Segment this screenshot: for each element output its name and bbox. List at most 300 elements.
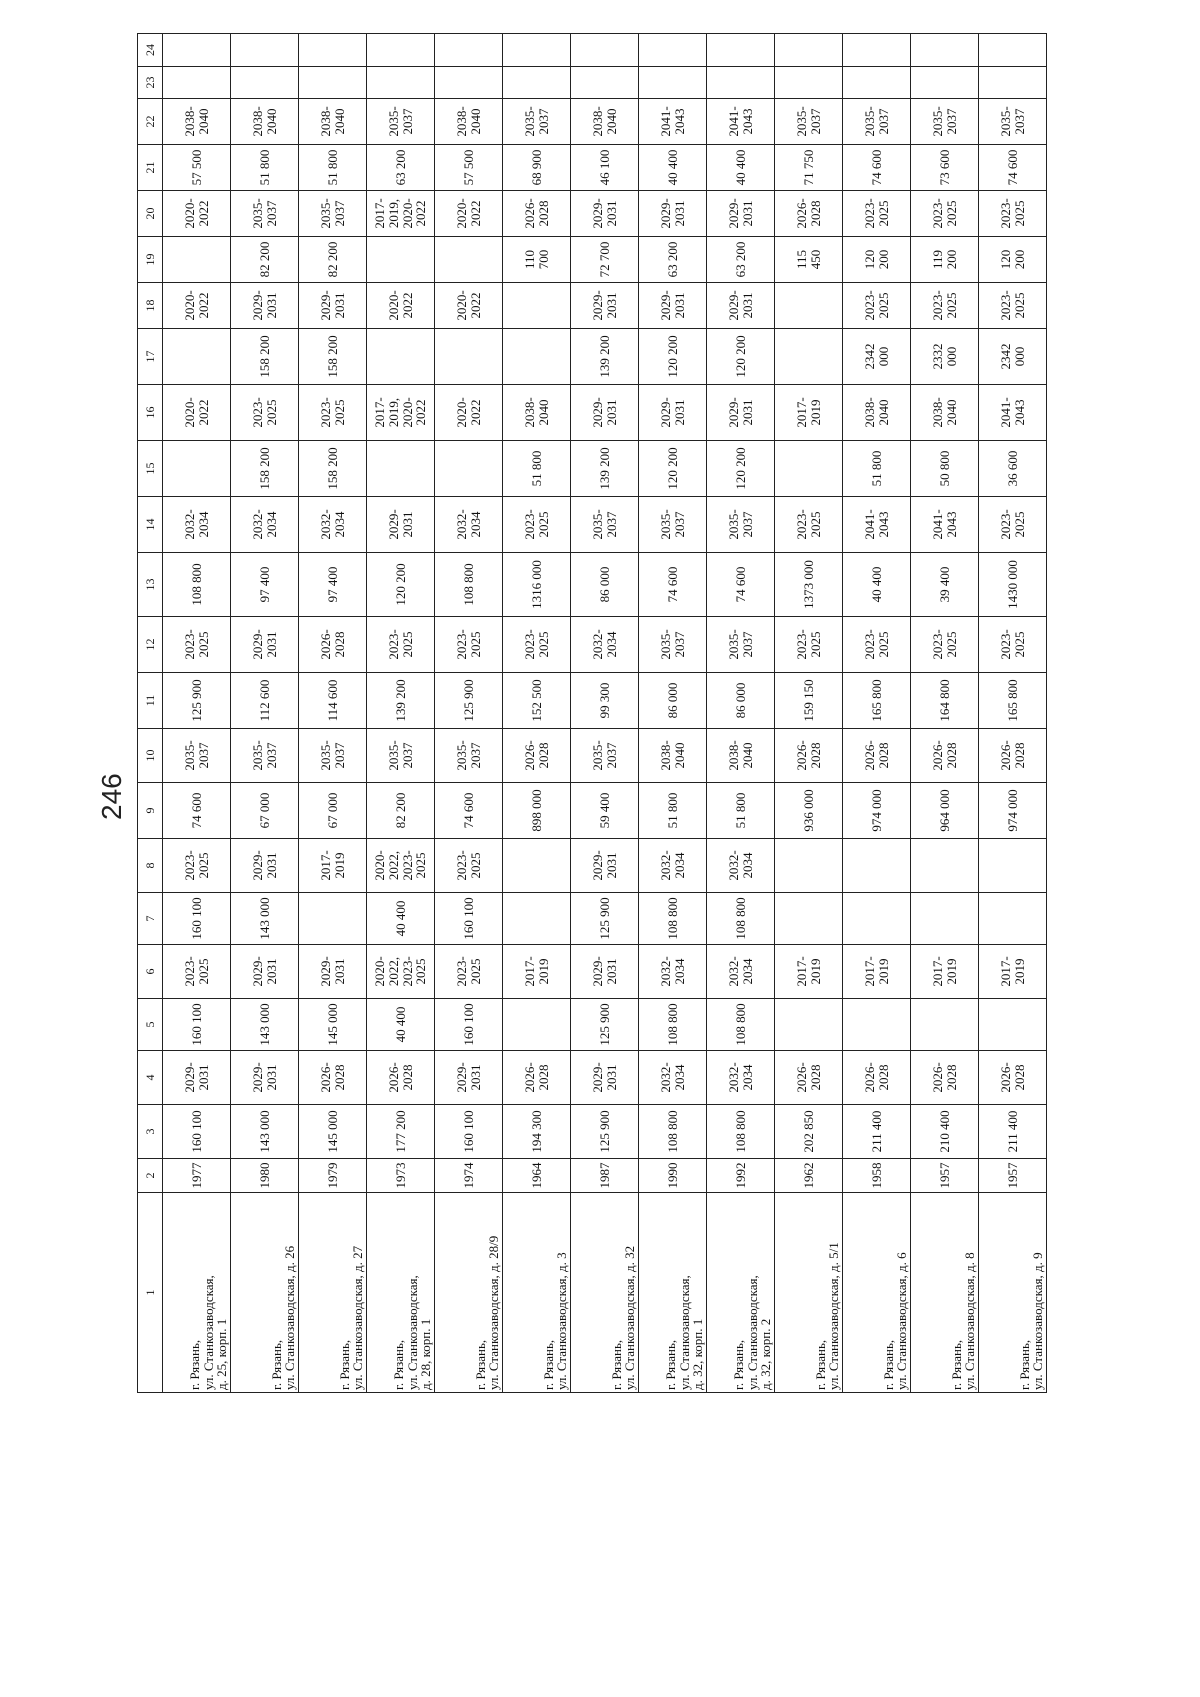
table-cell: 2029- 2031 xyxy=(435,1051,503,1105)
address-cell: г. Рязань, ул. Станкозаводская, д. 26 xyxy=(231,1193,299,1393)
table-cell: 2032- 2034 xyxy=(707,1051,775,1105)
table-cell: 125 900 xyxy=(435,673,503,729)
table-cell: 40 400 xyxy=(843,553,911,617)
table-cell: 2023- 2025 xyxy=(911,617,979,673)
table-cell: 145 000 xyxy=(299,1105,367,1159)
table-cell xyxy=(639,67,707,99)
table-cell: 2026- 2028 xyxy=(979,1051,1047,1105)
address-cell: г. Рязань, ул. Станкозаводская, д. 32, корп. 1 xyxy=(639,1193,707,1393)
table-cell: 108 800 xyxy=(163,553,231,617)
table-cell xyxy=(911,893,979,945)
table-cell: 974 000 xyxy=(843,783,911,839)
address-cell: г. Рязань, ул. Станкозаводская, д. 25, корп. 1 xyxy=(163,1193,231,1393)
table-cell: 2023- 2025 xyxy=(843,283,911,329)
address-cell: г. Рязань, ул. Станкозаводская, д. 32, корп. 2 xyxy=(707,1193,775,1393)
col-header: 9 xyxy=(138,783,163,839)
table-cell: 2023- 2025 xyxy=(163,945,231,999)
table-cell: 2342 000 xyxy=(843,329,911,385)
table-cell: 112 600 xyxy=(231,673,299,729)
table-cell: 2032- 2034 xyxy=(571,617,639,673)
page-number: 246 xyxy=(96,773,127,820)
table-cell: 2029- 2031 xyxy=(299,945,367,999)
table-cell xyxy=(367,67,435,99)
table-cell: 2035- 2037 xyxy=(639,497,707,553)
table-cell xyxy=(843,999,911,1051)
year-cell: 1962 xyxy=(775,1159,843,1193)
table-cell: 2023- 2025 xyxy=(843,191,911,237)
table-cell: 164 800 xyxy=(911,673,979,729)
table-cell: 63 200 xyxy=(367,145,435,191)
table-cell: 2029- 2031 xyxy=(639,191,707,237)
table-cell: 2029- 2031 xyxy=(571,839,639,893)
table-cell: 2026- 2028 xyxy=(503,729,571,783)
table-cell: 68 900 xyxy=(503,145,571,191)
year-cell: 1958 xyxy=(843,1159,911,1193)
table-cell: 2017- 2019 xyxy=(979,945,1047,999)
table-cell: 108 800 xyxy=(707,893,775,945)
table-cell: 57 500 xyxy=(163,145,231,191)
table-cell xyxy=(979,67,1047,99)
table-cell: 108 800 xyxy=(707,1105,775,1159)
table-cell xyxy=(775,67,843,99)
address-cell: г. Рязань, ул. Станкозаводская, д. 27 xyxy=(299,1193,367,1393)
table-cell: 2029- 2031 xyxy=(639,283,707,329)
table-cell: 2023- 2025 xyxy=(775,497,843,553)
col-header: 5 xyxy=(138,999,163,1051)
table-cell xyxy=(843,839,911,893)
table-cell: 2026- 2028 xyxy=(775,1051,843,1105)
table-cell: 2017- 2019 xyxy=(775,945,843,999)
col-header: 17 xyxy=(138,329,163,385)
table-cell xyxy=(911,999,979,1051)
col-header: 6 xyxy=(138,945,163,999)
col-header: 8 xyxy=(138,839,163,893)
table-cell: 2023- 2025 xyxy=(231,385,299,441)
table-cell: 177 200 xyxy=(367,1105,435,1159)
table-cell: 2332 000 xyxy=(911,329,979,385)
year-cell: 1977 xyxy=(163,1159,231,1193)
table-cell: 36 600 xyxy=(979,441,1047,497)
table-cell: 143 000 xyxy=(231,893,299,945)
table-cell: 2029- 2031 xyxy=(571,945,639,999)
table-cell: 2342 000 xyxy=(979,329,1047,385)
table-cell: 165 800 xyxy=(843,673,911,729)
table-cell: 152 500 xyxy=(503,673,571,729)
table-cell: 67 000 xyxy=(231,783,299,839)
table-cell: 2029- 2031 xyxy=(231,1051,299,1105)
table-cell: 143 000 xyxy=(231,999,299,1051)
year-cell: 1980 xyxy=(231,1159,299,1193)
table-cell: 40 400 xyxy=(367,999,435,1051)
column-number-row xyxy=(138,34,163,1393)
table-cell: 2035- 2037 xyxy=(843,99,911,145)
table-cell: 2035- 2037 xyxy=(367,99,435,145)
table-cell xyxy=(503,839,571,893)
table-cell: 2023- 2025 xyxy=(503,617,571,673)
year-cell: 1987 xyxy=(571,1159,639,1193)
table-cell: 74 600 xyxy=(435,783,503,839)
table-cell: 211 400 xyxy=(979,1105,1047,1159)
table-cell: 160 100 xyxy=(435,999,503,1051)
table-cell: 2026- 2028 xyxy=(503,1051,571,1105)
year-cell: 1957 xyxy=(979,1159,1047,1193)
table-cell: 2041- 2043 xyxy=(639,99,707,145)
table-cell xyxy=(775,283,843,329)
table-cell: 2041- 2043 xyxy=(911,497,979,553)
col-header: 4 xyxy=(138,1051,163,1105)
table-cell: 964 000 xyxy=(911,783,979,839)
table-cell: 2035- 2037 xyxy=(435,729,503,783)
table-cell: 125 900 xyxy=(163,673,231,729)
table-cell: 2032- 2034 xyxy=(639,1051,707,1105)
table-cell: 2038- 2040 xyxy=(231,99,299,145)
table-cell: 2026- 2028 xyxy=(979,729,1047,783)
table-cell: 158 200 xyxy=(231,441,299,497)
table-row xyxy=(299,34,367,1393)
table-cell xyxy=(707,67,775,99)
table-cell: 2038- 2040 xyxy=(571,99,639,145)
table-cell xyxy=(163,34,231,67)
address-cell: г. Рязань, ул. Станкозаводская, д. 3 xyxy=(503,1193,571,1393)
table-cell: 2023- 2025 xyxy=(979,497,1047,553)
table-cell: 2038- 2040 xyxy=(639,729,707,783)
table-cell xyxy=(163,67,231,99)
table-cell: 2026- 2028 xyxy=(911,729,979,783)
table-cell: 2035- 2037 xyxy=(571,497,639,553)
table-cell: 120 200 xyxy=(367,553,435,617)
table-row xyxy=(843,34,911,1393)
table-cell: 2029- 2031 xyxy=(231,945,299,999)
table-cell xyxy=(163,329,231,385)
table-cell: 158 200 xyxy=(231,329,299,385)
table-cell: 2017- 2019 xyxy=(843,945,911,999)
table-cell xyxy=(163,441,231,497)
table-cell: 39 400 xyxy=(911,553,979,617)
table-cell xyxy=(979,839,1047,893)
table-cell: 2023- 2025 xyxy=(367,617,435,673)
table-cell: 2029- 2031 xyxy=(163,1051,231,1105)
table-cell: 2023- 2025 xyxy=(163,839,231,893)
table-cell xyxy=(571,34,639,67)
table-cell: 108 800 xyxy=(639,999,707,1051)
table-cell: 2017- 2019, 2020- 2022 xyxy=(367,191,435,237)
table-cell xyxy=(299,893,367,945)
table-cell: 51 800 xyxy=(707,783,775,839)
address-cell: г. Рязань, ул. Станкозаводская, д. 6 xyxy=(843,1193,911,1393)
table-cell xyxy=(775,893,843,945)
table-cell: 2035- 2037 xyxy=(911,99,979,145)
table-cell: 2020- 2022 xyxy=(163,283,231,329)
table-cell: 2038- 2040 xyxy=(435,99,503,145)
table-cell: 63 200 xyxy=(639,237,707,283)
table-cell: 120 200 xyxy=(639,329,707,385)
table-cell: 2029- 2031 xyxy=(571,385,639,441)
table-cell: 2041- 2043 xyxy=(843,497,911,553)
table-cell: 51 800 xyxy=(299,145,367,191)
col-header: 2 xyxy=(138,1159,163,1193)
table-cell xyxy=(503,893,571,945)
table-cell: 125 900 xyxy=(571,999,639,1051)
table-cell: 2032- 2034 xyxy=(707,945,775,999)
table-cell xyxy=(979,999,1047,1051)
year-cell: 1990 xyxy=(639,1159,707,1193)
table-cell: 82 200 xyxy=(231,237,299,283)
table-cell: 2020- 2022 xyxy=(163,191,231,237)
table-cell xyxy=(571,67,639,99)
table-cell: 51 800 xyxy=(503,441,571,497)
table-cell xyxy=(163,237,231,283)
table-cell: 63 200 xyxy=(707,237,775,283)
table-cell: 40 400 xyxy=(367,893,435,945)
table-row xyxy=(571,34,639,1393)
table-cell: 2026- 2028 xyxy=(843,729,911,783)
table-cell: 2035- 2037 xyxy=(299,191,367,237)
table-cell: 2026- 2028 xyxy=(775,729,843,783)
table-cell: 158 200 xyxy=(299,441,367,497)
table-cell: 50 800 xyxy=(911,441,979,497)
table-cell: 2020- 2022 xyxy=(163,385,231,441)
table-cell: 73 600 xyxy=(911,145,979,191)
table-cell xyxy=(231,67,299,99)
table-cell: 2029- 2031 xyxy=(707,283,775,329)
table-body xyxy=(163,34,1047,1393)
table-cell: 125 900 xyxy=(571,893,639,945)
table-cell: 2029- 2031 xyxy=(367,497,435,553)
col-header: 19 xyxy=(138,237,163,283)
table-row xyxy=(639,34,707,1393)
table-cell: 2032- 2034 xyxy=(299,497,367,553)
table-cell: 2020- 2022, 2023- 2025 xyxy=(367,945,435,999)
table-cell: 2035- 2037 xyxy=(163,729,231,783)
table-cell: 119 200 xyxy=(911,237,979,283)
table-cell: 2023- 2025 xyxy=(435,945,503,999)
table-row xyxy=(435,34,503,1393)
table-cell: 143 000 xyxy=(231,1105,299,1159)
table-cell: 2032- 2034 xyxy=(435,497,503,553)
table-cell: 2026- 2028 xyxy=(775,191,843,237)
table-cell: 108 800 xyxy=(639,893,707,945)
table-cell xyxy=(639,34,707,67)
table-cell: 2026- 2028 xyxy=(503,191,571,237)
table-cell: 2038- 2040 xyxy=(163,99,231,145)
table-cell: 86 000 xyxy=(639,673,707,729)
table-cell: 51 800 xyxy=(231,145,299,191)
table-cell: 2035- 2037 xyxy=(367,729,435,783)
table-cell: 2029- 2031 xyxy=(571,283,639,329)
table-cell: 2032- 2034 xyxy=(231,497,299,553)
table-cell: 2023- 2025 xyxy=(979,617,1047,673)
table-cell xyxy=(503,34,571,67)
address-cell: г. Рязань, ул. Станкозаводская, д. 8 xyxy=(911,1193,979,1393)
table-cell: 2023- 2025 xyxy=(775,617,843,673)
table-cell: 2035- 2037 xyxy=(571,729,639,783)
table-cell: 86 000 xyxy=(571,553,639,617)
table-cell: 139 200 xyxy=(571,441,639,497)
col-header: 14 xyxy=(138,497,163,553)
col-header: 23 xyxy=(138,67,163,99)
col-header: 12 xyxy=(138,617,163,673)
table-cell: 120 200 xyxy=(979,237,1047,283)
table-cell: 2029- 2031 xyxy=(231,617,299,673)
col-header: 20 xyxy=(138,191,163,237)
table-cell: 2023- 2025 xyxy=(163,617,231,673)
table-cell: 145 000 xyxy=(299,999,367,1051)
table-cell: 120 200 xyxy=(639,441,707,497)
table-cell xyxy=(843,893,911,945)
table-cell xyxy=(299,34,367,67)
table-cell xyxy=(911,34,979,67)
table-cell xyxy=(367,329,435,385)
table-cell: 160 100 xyxy=(435,1105,503,1159)
table-cell: 82 200 xyxy=(367,783,435,839)
table-cell: 74 600 xyxy=(639,553,707,617)
table-cell xyxy=(503,329,571,385)
table-cell: 160 100 xyxy=(163,999,231,1051)
table-cell: 59 400 xyxy=(571,783,639,839)
address-cell: г. Рязань, ул. Станкозаводская, д. 9 xyxy=(979,1193,1047,1393)
table-cell: 67 000 xyxy=(299,783,367,839)
table-cell xyxy=(979,893,1047,945)
table-cell: 40 400 xyxy=(639,145,707,191)
table-cell: 51 800 xyxy=(639,783,707,839)
table-cell xyxy=(435,34,503,67)
address-cell: г. Рязань, ул. Станкозаводская, д. 28, корп. 1 xyxy=(367,1193,435,1393)
table-cell: 1373 000 xyxy=(775,553,843,617)
table-cell: 2023- 2025 xyxy=(503,497,571,553)
table-cell: 120 200 xyxy=(707,329,775,385)
table-cell: 2038- 2040 xyxy=(707,729,775,783)
table-cell: 2020- 2022 xyxy=(435,283,503,329)
table-cell: 2035- 2037 xyxy=(707,617,775,673)
table-cell: 40 400 xyxy=(707,145,775,191)
table-cell: 2035- 2037 xyxy=(503,99,571,145)
table-cell xyxy=(435,67,503,99)
table-cell: 139 200 xyxy=(367,673,435,729)
table-cell: 2023- 2025 xyxy=(435,839,503,893)
col-header: 18 xyxy=(138,283,163,329)
table-cell xyxy=(979,34,1047,67)
table-row xyxy=(503,34,571,1393)
table-cell: 2035- 2037 xyxy=(707,497,775,553)
table-cell: 110 700 xyxy=(503,237,571,283)
table-row xyxy=(707,34,775,1393)
table-cell xyxy=(843,34,911,67)
col-header: 7 xyxy=(138,893,163,945)
table-cell: 120 200 xyxy=(707,441,775,497)
col-header: 1 xyxy=(138,1193,163,1393)
table-cell xyxy=(435,441,503,497)
table-cell: 74 600 xyxy=(163,783,231,839)
col-header: 22 xyxy=(138,99,163,145)
table-cell: 2023- 2025 xyxy=(979,191,1047,237)
table-cell: 2029- 2031 xyxy=(231,283,299,329)
table-cell: 2029- 2031 xyxy=(707,191,775,237)
table-cell: 210 400 xyxy=(911,1105,979,1159)
year-cell: 1992 xyxy=(707,1159,775,1193)
table-cell: 46 100 xyxy=(571,145,639,191)
table-cell: 97 400 xyxy=(231,553,299,617)
table-cell: 2041- 2043 xyxy=(707,99,775,145)
table-cell: 2029- 2031 xyxy=(707,385,775,441)
table-cell: 2041- 2043 xyxy=(979,385,1047,441)
table-cell: 2020- 2022 xyxy=(435,385,503,441)
table-row xyxy=(367,34,435,1393)
table-cell xyxy=(231,34,299,67)
table-cell: 2023- 2025 xyxy=(911,191,979,237)
table-cell xyxy=(367,237,435,283)
table-cell: 2035- 2037 xyxy=(639,617,707,673)
year-cell: 1979 xyxy=(299,1159,367,1193)
table-cell: 158 200 xyxy=(299,329,367,385)
table-cell: 936 000 xyxy=(775,783,843,839)
table-cell: 57 500 xyxy=(435,145,503,191)
table-cell xyxy=(775,839,843,893)
year-cell: 1957 xyxy=(911,1159,979,1193)
table-cell: 2017- 2019, 2020- 2022 xyxy=(367,385,435,441)
table-cell xyxy=(503,283,571,329)
table-row xyxy=(911,34,979,1393)
table-cell: 2035- 2037 xyxy=(979,99,1047,145)
col-header: 13 xyxy=(138,553,163,617)
table-cell: 2026- 2028 xyxy=(911,1051,979,1105)
table-cell: 2029- 2031 xyxy=(231,839,299,893)
table-cell: 160 100 xyxy=(435,893,503,945)
table-cell: 71 750 xyxy=(775,145,843,191)
table-cell: 2035- 2037 xyxy=(775,99,843,145)
table-cell: 74 600 xyxy=(979,145,1047,191)
table-cell: 194 300 xyxy=(503,1105,571,1159)
table-cell: 2026- 2028 xyxy=(299,617,367,673)
table-cell: 2023- 2025 xyxy=(299,385,367,441)
table-cell: 2038- 2040 xyxy=(911,385,979,441)
col-header: 15 xyxy=(138,441,163,497)
table-cell: 2020- 2022, 2023- 2025 xyxy=(367,839,435,893)
table-cell: 2032- 2034 xyxy=(639,839,707,893)
table-cell: 51 800 xyxy=(843,441,911,497)
table-cell xyxy=(503,67,571,99)
table-cell: 1430 000 xyxy=(979,553,1047,617)
table-cell: 2026- 2028 xyxy=(367,1051,435,1105)
table-cell: 97 400 xyxy=(299,553,367,617)
address-cell: г. Рязань, ул. Станкозаводская, д. 5/1 xyxy=(775,1193,843,1393)
table-cell xyxy=(367,34,435,67)
table-cell: 139 200 xyxy=(571,329,639,385)
table-cell xyxy=(435,237,503,283)
table-cell xyxy=(775,329,843,385)
table-cell: 160 100 xyxy=(163,1105,231,1159)
table-cell: 86 000 xyxy=(707,673,775,729)
table-cell xyxy=(367,441,435,497)
table-cell: 72 700 xyxy=(571,237,639,283)
table-cell: 974 000 xyxy=(979,783,1047,839)
table-cell: 108 800 xyxy=(707,999,775,1051)
table-cell: 1316 000 xyxy=(503,553,571,617)
table-cell: 74 600 xyxy=(843,145,911,191)
table-cell: 120 200 xyxy=(843,237,911,283)
table-row xyxy=(231,34,299,1393)
table-cell: 2020- 2022 xyxy=(435,191,503,237)
table-cell: 2035- 2037 xyxy=(231,191,299,237)
table-cell xyxy=(843,67,911,99)
table-cell: 2035- 2037 xyxy=(231,729,299,783)
table-cell: 2017- 2019 xyxy=(503,945,571,999)
table-cell xyxy=(911,67,979,99)
table-cell: 2017- 2019 xyxy=(775,385,843,441)
table-cell: 2032- 2034 xyxy=(639,945,707,999)
table-cell: 2017- 2019 xyxy=(911,945,979,999)
table-cell: 2029- 2031 xyxy=(571,1051,639,1105)
table-row xyxy=(163,34,231,1393)
